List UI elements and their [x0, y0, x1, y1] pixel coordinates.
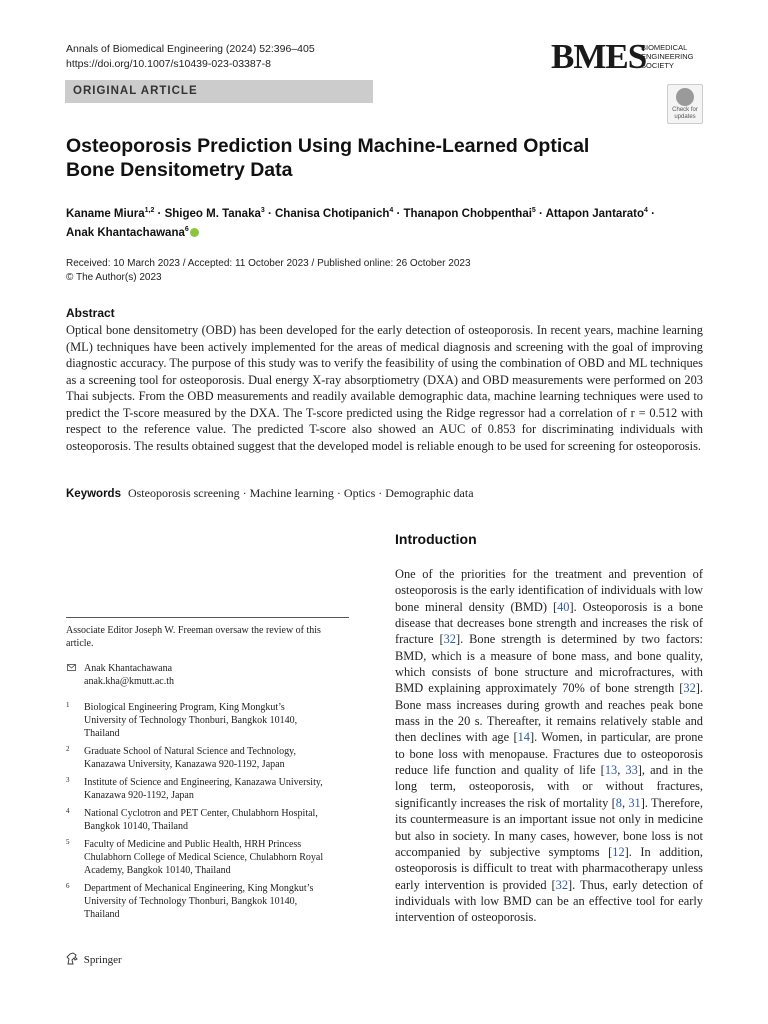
logo-line-3: SOCIETY	[641, 61, 674, 70]
introduction-text	[395, 566, 703, 926]
intro-text-segment: ,	[621, 795, 629, 810]
publisher-footer	[66, 952, 122, 966]
affiliation-line: National Cyclotron and PET Center, Chulabhorn Hospital,	[84, 808, 318, 819]
intro-text-segment: ]. Bone mass increases during growth and reaches peak bone mass in the 20 s. Thereafter, it remains relatively stable and then declines with age [	[395, 681, 703, 745]
author-affiliation-marker: 4	[644, 207, 648, 214]
check-for-updates-badge[interactable]	[667, 84, 703, 124]
keywords-items: Osteoporosis screening · Machine learning · Optics · Demographic data	[127, 486, 474, 500]
citation-link[interactable]: 14	[517, 730, 530, 745]
intro-text-segment: ]. Therefore, its countermeasure is an important issue not only in medicine but also in society. In many cases, however, bone loss is not accompanied by subjective symptoms [	[395, 795, 703, 859]
dates-line: Received: 10 March 2023 / Accepted: 11 October 2023 / Published online: 26 October 2023	[66, 258, 471, 269]
author-name[interactable]: Thanapon Chobpenthai	[403, 207, 532, 220]
affiliation-line: Institute of Science and Engineering, Kanazawa University,	[84, 777, 323, 788]
author-name[interactable]: Kaname Miura	[66, 207, 145, 220]
bmes-logo	[551, 37, 711, 76]
paper-title: Osteoporosis Prediction Using Machine-Learned Optical Bone Densitometry Data	[66, 135, 590, 181]
abstract-heading: Abstract	[66, 306, 115, 320]
affiliation-line: Chulabhorn College of Medical Science, Chulabhorn Royal	[84, 852, 324, 863]
citation-link[interactable]: 33	[625, 763, 638, 778]
citation-link[interactable]: 32	[683, 681, 696, 696]
copyright-line: © The Author(s) 2023	[66, 272, 162, 283]
affiliation-item	[66, 701, 356, 740]
affiliation-number: 3	[66, 776, 70, 784]
affiliation-line: Thailand	[84, 909, 120, 920]
abstract-text: Optical bone densitometry (OBD) has been developed for the early detection of osteoporosis. In recent years, machine learning (ML) techniques have been actively implemented for the areas of medical diagnosis and screening with the goal of improving diagnostic accuracy. The purpose of this study was to verify the feasibility of using the combination of OBD and ML techniques as a screening tool for osteoporosis. Dual energy X-ray absorptiometry (DXA) and OBD measurements were performed on 203 Thai subjects. From the OBD measurements and readily available demographic data, machine learning techniques were used to predict the T-score measured by the DXA. The T-score predicted using the Ridge regressor had a correlation of r = 0.512 with respect to the reference value. The predicted T-score also showed an AUC of 0.853 for discriminating individuals with osteoporosis. The results obtained suggest that the developed model is reliable enough to be used for screening for osteoporosis.	[66, 323, 703, 453]
affiliation-number: 4	[66, 807, 70, 815]
author-separator: ·	[393, 207, 404, 220]
intro-text-segment: ]. Women, in particular, are prone to bone loss with menopause. Fractures due to osteoporosis reduce life function and quality of life [	[395, 730, 703, 778]
author-affiliation-marker: 3	[260, 207, 265, 214]
affiliation-line: Faculty of Medicine and Public Health, HRH Princess	[84, 839, 302, 850]
affiliation-line: Graduate School of Natural Science and Technology,	[84, 746, 297, 757]
affiliation-item	[66, 807, 356, 833]
publisher-name: Springer	[83, 954, 122, 966]
affiliation-item	[66, 776, 356, 802]
logo-line-1: BIOMEDICAL	[641, 43, 688, 52]
citation-link[interactable]: 13	[604, 763, 618, 778]
check-updates-label: Check for updates	[672, 107, 698, 120]
envelope-icon	[67, 664, 76, 671]
author-affiliation-marker: 6	[184, 225, 189, 233]
author-name[interactable]: Chanisa Chotipanich	[275, 207, 390, 220]
article-type-banner: ORIGINAL ARTICLE	[65, 80, 373, 103]
intro-text-segment: ], and in the long term, osteoporosis, with or without fractures, significantly increases the risk of mortality [	[395, 763, 703, 810]
affiliation-line: University of Technology Thonburi, Bangkok 10140,	[84, 896, 298, 907]
publication-dates	[66, 257, 471, 285]
author-list	[66, 203, 706, 241]
check-updates-icon	[676, 88, 694, 106]
introduction-heading: Introduction	[395, 531, 477, 547]
intro-text-segment: ]. Osteoporosis is a bone disease that decreases bone strength and increases the risk of fracture [	[395, 599, 703, 647]
affiliation-line: Kanazawa 920-1192, Japan	[84, 790, 194, 801]
author-name[interactable]: Shigeo M. Tanaka	[164, 207, 261, 220]
keywords-label: Keywords	[66, 488, 121, 500]
affiliation-number: 2	[66, 745, 70, 753]
affiliation-item	[66, 745, 356, 771]
affiliation-item	[66, 838, 356, 877]
author-affiliation-marker: 1,2	[144, 207, 155, 214]
intro-text-segment: ]. Bone strength is determined by two factors: BMD, which is a measure of bone mass, and bone quality, which consists of bone structure and microfractures, with BMD explaining approximately 70% of bone strength [	[395, 632, 703, 696]
author-name[interactable]: Attapon Jantarato	[545, 207, 645, 220]
citation-link[interactable]: 40	[557, 599, 570, 614]
citation-link[interactable]: 32	[443, 632, 456, 647]
author-affiliation-marker: 4	[389, 207, 394, 214]
author-separator: ·	[647, 207, 655, 220]
contact-email[interactable]: anak.kha@kmutt.ac.th	[84, 676, 175, 687]
author-separator: ·	[154, 207, 165, 220]
author-separator: ·	[535, 207, 546, 220]
citation-link[interactable]: 8	[615, 795, 622, 810]
intro-text-segment: ,	[617, 763, 626, 778]
citation-link[interactable]: 32	[555, 877, 569, 892]
corresponding-author	[66, 662, 349, 688]
affiliation-number: 6	[66, 882, 70, 890]
intro-text-segment: ]. In addition, osteoporosis is difficult to treat with pharmacotherapy unless early intervention is provided [	[395, 844, 704, 892]
affiliation-line: Academy, Bangkok 10140, Thailand	[84, 865, 231, 876]
logo-wordmark: BMES	[551, 37, 647, 76]
orcid-icon[interactable]	[190, 228, 199, 237]
affiliation-line: Department of Mechanical Engineering, King Mongkut’s	[84, 883, 314, 894]
contact-name: Anak Khantachawana	[84, 663, 173, 674]
editor-note: Associate Editor Joseph W. Freeman oversaw the review of this article.	[66, 625, 321, 649]
author-name[interactable]: Anak Khantachawana	[66, 226, 185, 239]
doi-link[interactable]: https://doi.org/10.1007/s10439-023-03387-8	[66, 58, 271, 70]
logo-subtitle	[641, 43, 694, 70]
affiliation-line: Kanazawa University, Kanazawa 920-1192, Japan	[84, 759, 285, 770]
affiliation-item	[66, 882, 356, 921]
logo-line-2: ENGINEERING	[641, 52, 694, 61]
citation-link[interactable]: 31	[628, 795, 641, 810]
citation-link[interactable]: 12	[612, 844, 625, 859]
keywords-line	[66, 485, 706, 502]
author-separator: ·	[264, 207, 275, 220]
journal-line: Annals of Biomedical Engineering (2024) 52:396–405	[66, 43, 315, 55]
affiliation-line: Thailand	[84, 728, 120, 739]
footnote-divider	[66, 617, 349, 618]
affiliation-line: Bangkok 10140, Thailand	[84, 821, 188, 832]
affiliations-list	[66, 701, 356, 926]
author-affiliation-marker: 5	[531, 207, 536, 214]
affiliation-number: 5	[66, 838, 70, 846]
journal-citation	[66, 42, 315, 72]
affiliation-line: University of Technology Thonburi, Bangkok 10140,	[84, 715, 298, 726]
affiliation-number: 1	[66, 701, 70, 709]
affiliation-line: Biological Engineering Program, King Mongkut’s	[84, 702, 285, 713]
springer-horse-icon	[66, 952, 78, 965]
intro-text-segment: ]. Thus, early detection of individuals with low BMD can be an effective tool for early intervention of osteoporosis.	[395, 877, 703, 925]
intro-text-segment: One of the priorities for the treatment and prevention of osteoporosis is the early identification of individuals with low bone mineral density (BMD) [	[395, 567, 703, 614]
